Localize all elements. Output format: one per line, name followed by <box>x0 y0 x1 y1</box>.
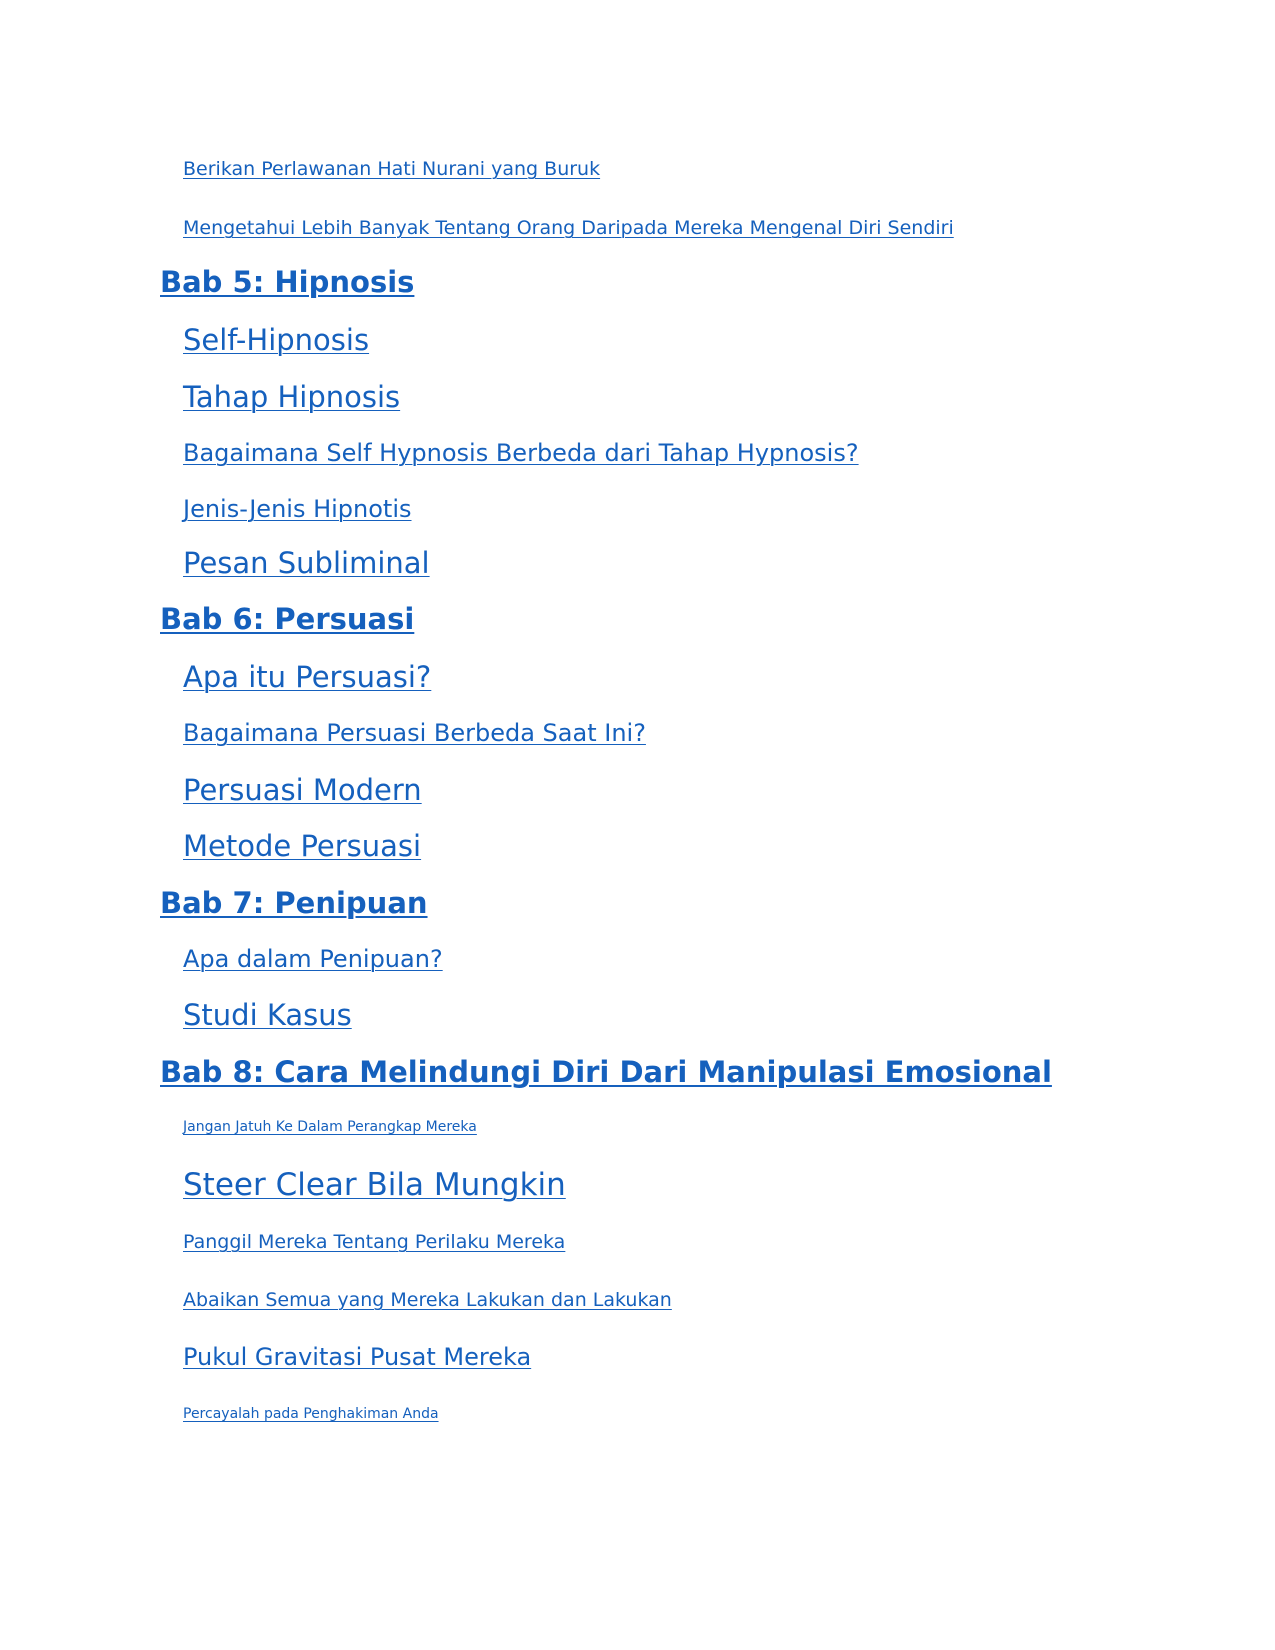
toc-link-apa-itu-persuasi[interactable]: Apa itu Persuasi? <box>183 660 432 694</box>
toc-link-jangan-jatuh[interactable]: Jangan Jatuh Ke Dalam Perangkap Mereka <box>183 1119 477 1135</box>
toc-link-percayalah[interactable]: Percayalah pada Penghakiman Anda <box>183 1406 439 1422</box>
toc-chapter-8-melindungi-diri[interactable]: Bab 8: Cara Melindungi Diri Dari Manipulasi Emosional <box>160 1055 1052 1089</box>
toc-chapter-7-penipuan[interactable]: Bab 7: Penipuan <box>160 886 428 920</box>
toc-chapter-6-persuasi[interactable]: Bab 6: Persuasi <box>160 602 415 636</box>
toc-link-steer-clear[interactable]: Steer Clear Bila Mungkin <box>183 1167 566 1203</box>
toc-link-metode-persuasi[interactable]: Metode Persuasi <box>183 829 422 863</box>
toc-link-mengetahui-orang[interactable]: Mengetahui Lebih Banyak Tentang Orang Daripada Mereka Mengenal Diri Sendiri <box>183 217 954 239</box>
toc-link-persuasi-berbeda[interactable]: Bagaimana Persuasi Berbeda Saat Ini? <box>183 719 646 747</box>
toc-link-self-hipnosis[interactable]: Self-Hipnosis <box>183 323 370 357</box>
toc-chapter-5-hipnosis[interactable]: Bab 5: Hipnosis <box>160 265 415 299</box>
toc-link-tahap-hipnosis[interactable]: Tahap Hipnosis <box>183 380 401 414</box>
toc-link-studi-kasus[interactable]: Studi Kasus <box>183 998 352 1032</box>
toc-link-pesan-subliminal[interactable]: Pesan Subliminal <box>183 546 430 580</box>
toc-link-self-vs-tahap[interactable]: Bagaimana Self Hypnosis Berbeda dari Tahap Hypnosis? <box>183 439 859 467</box>
toc-link-abaikan-semua[interactable]: Abaikan Semua yang Mereka Lakukan dan Lakukan <box>183 1289 672 1311</box>
toc-link-apa-dalam-penipuan[interactable]: Apa dalam Penipuan? <box>183 945 443 973</box>
toc-link-pukul-gravitasi[interactable]: Pukul Gravitasi Pusat Mereka <box>183 1343 532 1371</box>
toc-link-jenis-hipnotis[interactable]: Jenis-Jenis Hipnotis <box>183 495 412 523</box>
toc-link-hati-nurani[interactable]: Berikan Perlawanan Hati Nurani yang Buruk <box>183 158 601 180</box>
toc-link-persuasi-modern[interactable]: Persuasi Modern <box>183 773 422 807</box>
toc-link-panggil-mereka[interactable]: Panggil Mereka Tentang Perilaku Mereka <box>183 1231 566 1253</box>
